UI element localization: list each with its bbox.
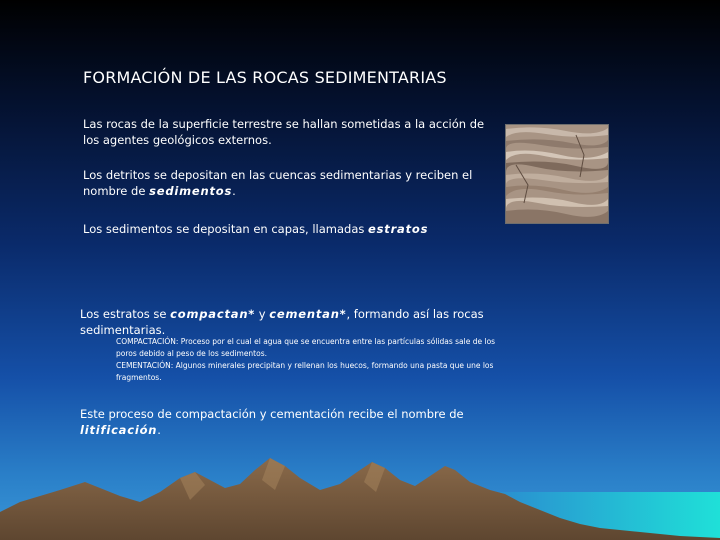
paragraph-p5-text: Este proceso de compactación y cementación recibe el nombre de	[80, 407, 464, 421]
paragraph-sedimentos-tail: .	[232, 184, 236, 198]
footnotes	[116, 336, 496, 384]
paragraph-p4-mid: y	[255, 307, 270, 321]
paragraph-p4-text: Los estratos se	[80, 307, 171, 321]
paragraph-compactacion-cementacion	[80, 306, 490, 338]
paragraph-sedimentos-text: Los detritos se depositan en las cuencas sedimentarias y reciben el nombre de	[83, 168, 473, 198]
paragraph-estratos	[83, 221, 493, 237]
note-cementacion: CEMENTACIÓN: Algunos minerales precipitan y rellenan los huecos, formando una pasta que une los fragmentos.	[116, 361, 494, 382]
mountain-landscape	[0, 440, 720, 540]
paragraph-litificacion	[80, 406, 490, 438]
paragraph-p4-tail: , formando así las rocas sedimentarias.	[80, 307, 484, 337]
paragraph-estratos-text: Los sedimentos se depositan en capas, llamadas	[83, 222, 369, 236]
sedimentary-rock-photo	[505, 124, 609, 224]
term-sedimentos: sedimentos	[149, 184, 233, 198]
term-litificacion: litificación	[80, 423, 158, 437]
term-estratos: estratos	[368, 222, 429, 236]
note-compactacion: COMPACTACIÓN: Proceso por el cual el agua que se encuentra entre las partículas sólidas sale de los poros debido al peso de los sedimentos.	[116, 337, 496, 358]
slide-title: FORMACIÓN DE LAS ROCAS SEDIMENTARIAS	[83, 68, 447, 87]
term-compactan: compactan*	[170, 307, 256, 321]
paragraph-p5-tail: .	[157, 423, 161, 437]
paragraph-sedimentos	[83, 167, 493, 199]
term-cementan: cementan*	[269, 307, 347, 321]
paragraph-agentes-externos: Las rocas de la superficie terrestre se hallan sometidas a la acción de los agentes geológicos externos.	[83, 117, 485, 147]
